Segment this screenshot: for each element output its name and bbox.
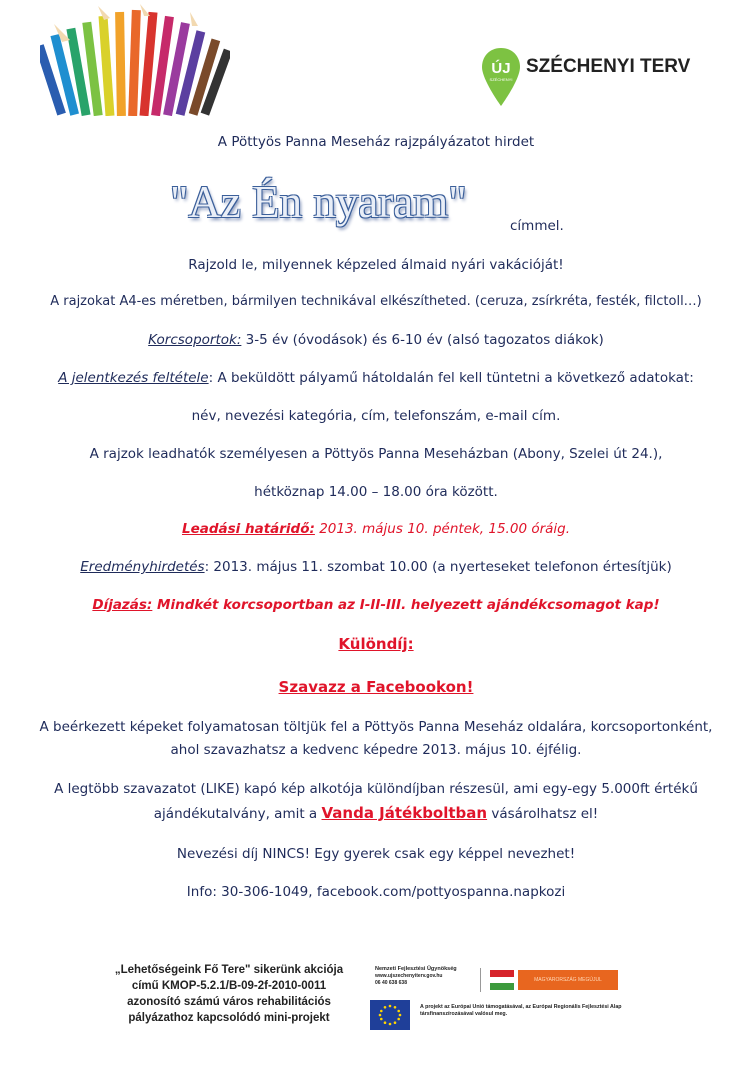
footer-line-4: pályázathoz kapcsolódó mini-projekt — [128, 1012, 330, 1024]
conditions-line — [0, 369, 752, 387]
fee-line: Nevezési díj NINCS! Egy gyerek csak egy képpel nevezhet! — [176, 846, 576, 862]
info-line: Info: 30-306-1049, facebook.com/pottyospanna.napkozi — [186, 884, 566, 900]
eu-funding-text: A projekt az Európai Unió támogatásával, az Európai Regionális Fejlesztési Alap társfinanszírozásával valósul meg. — [420, 1004, 622, 1017]
like-line-1: A legtöbb szavazatot (LIKE) kapó kép alkotója különdíjban részesül, ami egy-egy 5.000ft értékű — [54, 781, 698, 797]
vanda-shop-link[interactable]: Vanda Játékboltban — [321, 804, 488, 822]
conditions-label: A jelentkezés feltétele — [58, 370, 209, 386]
nfu-logo-block — [375, 966, 475, 987]
special-prize-heading: Különdíj: — [338, 635, 414, 653]
footer-line-2: című KMOP-5.2.1/B-09-2f-2010-0011 — [131, 980, 327, 992]
szechenyi-terv-logo — [478, 44, 691, 114]
upload-line-2: ahol szavazhatsz a kedvenc képedre 2013. május 10. éjfélig. — [170, 742, 582, 758]
eu-flag-icon — [370, 1000, 410, 1030]
poster-title: "Az Én nyaram" — [170, 177, 467, 227]
like-line-2-pre: ajándékutalvány, amit a — [153, 806, 322, 822]
hours-line: hétköznap 14.00 – 18.00 óra között. — [254, 484, 498, 500]
map-pin-icon — [480, 46, 522, 108]
footer-project-text — [98, 962, 360, 1026]
nfu-phone: 06 40 638 638 — [375, 980, 407, 986]
footer-divider — [480, 968, 481, 992]
conditions-value: : A beküldött pályamű hátoldalán fel kell tüntetni a következő adatokat: — [208, 370, 694, 386]
upload-line-1: A beérkezett képeket folyamatosan töltjük fel a Pöttyös Panna Meseház oldalára, korcsoportonként, — [39, 719, 713, 735]
results-label: Eredményhirdetés — [80, 559, 205, 575]
intro-sentence: Rajzold le, milyennek képzeled álmaid nyári vakációját! — [188, 257, 564, 273]
magyarorszag-megujul-banner: MAGYARORSZÁG MEGÚJUL — [518, 970, 618, 990]
deadline-label: Leadási határidő: — [181, 521, 315, 537]
prize-line — [0, 596, 752, 614]
prize-label: Díjazás: — [92, 597, 153, 613]
footer-line-3: azonosító számú város rehabilitációs — [127, 996, 331, 1008]
special-prize-line — [0, 635, 752, 654]
like-line-2-post: vásárolhatsz el! — [487, 806, 599, 822]
age-groups-line — [0, 331, 752, 349]
hungarian-flag-icon — [490, 970, 514, 990]
format-sentence: A rajzokat A4-es méretben, bármilyen technikával elkészítheted. (ceruza, zsírkréta, festék, filctoll…) — [50, 294, 702, 309]
deadline-line — [0, 520, 752, 538]
logo-brand-text: SZÉCHENYI TERV — [526, 56, 691, 77]
deadline-value: 2013. május 10. péntek, 15.00 óráig. — [314, 521, 571, 537]
conditions-fields: név, nevezési kategória, cím, telefonszám, e-mail cím. — [191, 408, 561, 424]
vote-heading: Szavazz a Facebookon! — [278, 678, 474, 696]
like-line-2 — [0, 804, 752, 823]
age-groups-value: 3-5 év (óvodások) és 6-10 év (alsó tagozatos diákok) — [241, 332, 604, 348]
logo-pin-subtext: SZÉCHENYI — [489, 77, 513, 82]
title-suffix: címmel. — [510, 218, 564, 234]
logo-pin-text: ÚJ — [491, 60, 511, 77]
age-groups-label: Korcsoportok: — [148, 332, 242, 348]
footer-line-1: „Lehetőségeink Fő Tere" sikerünk akciója — [114, 964, 344, 976]
prize-value: Mindkét korcsoportban az I-II-III. helyezett ajándékcsomagot kap! — [152, 597, 660, 613]
nfu-title: Nemzeti Fejlesztési Ügynökség — [375, 966, 457, 972]
nfu-url: www.ujszechenyiterv.gov.hu — [375, 973, 443, 979]
results-line — [0, 558, 752, 576]
intro-line: A Pöttyös Panna Meseház rajzpályázatot hirdet — [217, 134, 535, 150]
vote-line — [0, 678, 752, 697]
colored-pencils-image — [40, 4, 230, 116]
dropoff-line: A rajzok leadhatók személyesen a Pöttyös Panna Meseházban (Abony, Szelei út 24.), — [89, 446, 663, 462]
results-value: : 2013. május 11. szombat 10.00 (a nyerteseket telefonon értesítjük) — [204, 559, 672, 575]
